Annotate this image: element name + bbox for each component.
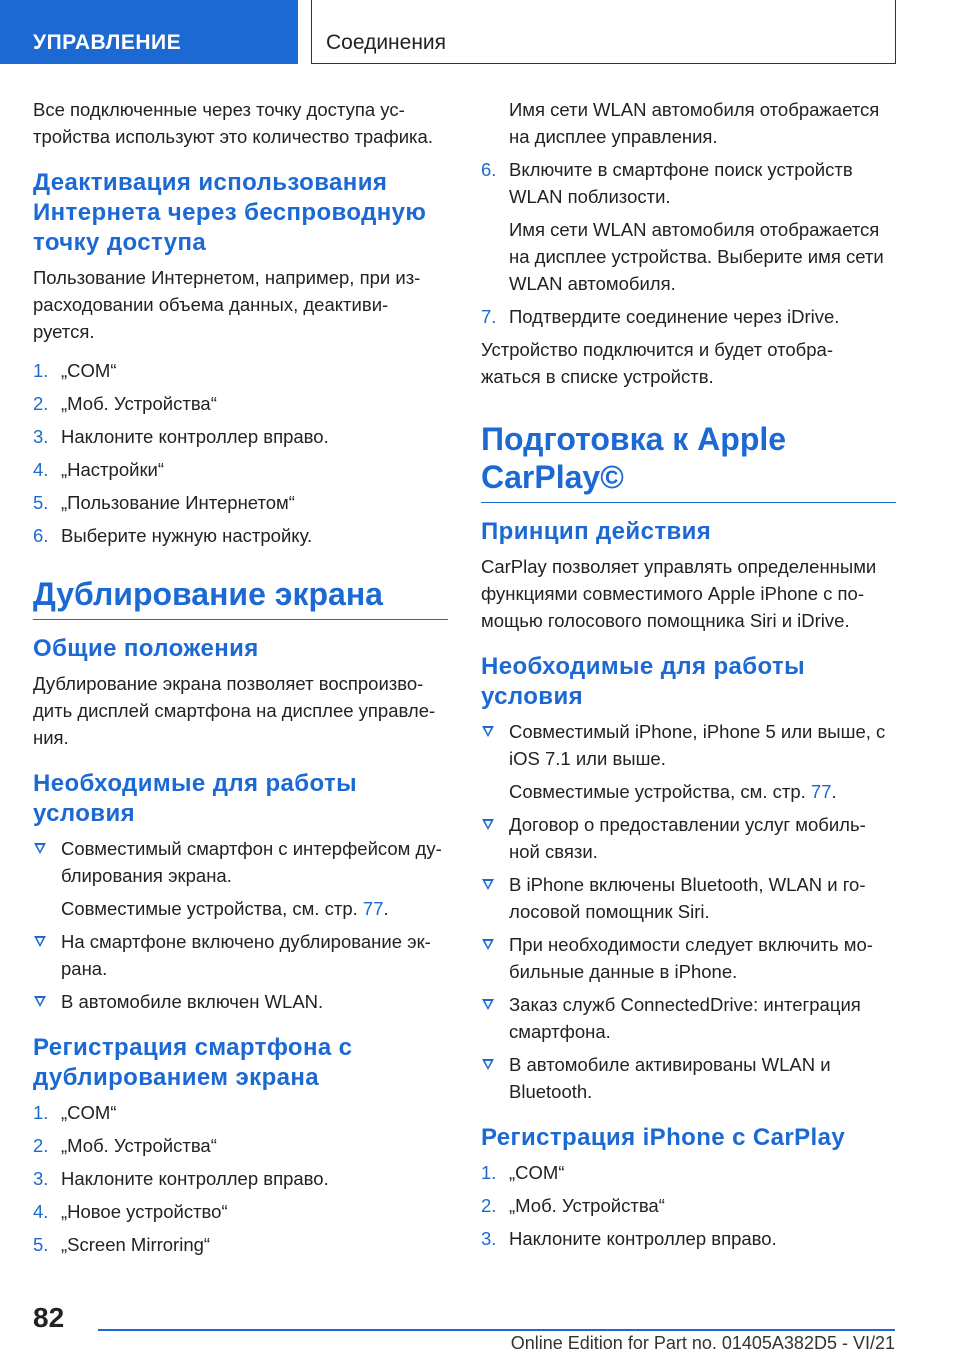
list-item: 6. Выберите нужную настройку. [33,525,313,546]
list-item: Совместимый iPhone, iPhone 5 или выше, с iOS 7.1 или выше. [481,718,896,772]
triangle-bullet-icon [482,999,494,1010]
left-column [33,96,448,1264]
register-steps [481,1159,896,1252]
list-item: 2. „Моб. Устройства“ [33,393,217,414]
list-item: 1. „COM“ [33,360,117,381]
triangle-bullet-icon [482,819,494,830]
list-item: 5. „Screen Mirroring“ [33,1234,211,1255]
list-item: 1. „COM“ [481,1162,565,1183]
principle-text: CarPlay позволяет управлять определенными функциями совместимого Apple iPhone с по- мощью голосового помощника Siri и iDrive. [481,556,877,631]
heading-principle: Принцип действия [481,518,712,545]
heading-carplay: Подготовка к Apple CarPlay© [481,420,896,503]
list-item: 4. „Настройки“ [33,459,165,480]
list-item: Совместимый смартфон с интерфейсом ду- блирования экрана. [33,835,448,889]
requirements-list [33,835,448,1015]
chapter-title: Соединения [311,0,896,64]
intro-text: Все подключенные через точку доступа ус- тройства используют это количество трафика. [33,99,433,147]
general-text: Дублирование экрана позволяет воспроизво- дить дисплей смартфона на дисплее управле- ния. [33,673,436,748]
list-item: Договор о предоставлении услуг мобиль- ной связи. [481,811,896,865]
page-number: 82 [33,1302,65,1333]
heading-deactivate: Деактивация использования Интернета через беспроводную точку доступа [33,169,427,256]
step-continuation: Имя сети WLAN автомобиля отображается на дисплее управления. [509,99,880,147]
page-link[interactable]: 77 [362,898,384,919]
triangle-bullet-icon [482,1059,494,1070]
compat-note: Совместимые устройства, см. стр. 77. [509,781,837,802]
section-tab[interactable]: УПРАВЛЕНИЕ [0,0,298,64]
heading-requirements: Необходимые для работы условия [33,770,358,827]
triangle-bullet-icon [34,936,46,947]
triangle-bullet-icon [34,843,46,854]
requirements-list [481,718,896,1105]
heading-general: Общие положения [33,635,259,662]
list-item: 2. „Моб. Устройства“ [481,1195,665,1216]
heading-mirroring: Дублирование экрана [33,575,448,620]
deactivate-steps [33,357,448,549]
register-steps [33,1099,448,1258]
list-item: 3. Наклоните контроллер вправо. [33,1168,329,1189]
deactivate-text: Пользование Интернетом, например, при из- расходовании объема данных, деактиви- руется. [33,267,421,342]
list-item: В iPhone включены Bluetooth, WLAN и го- лосовой помощник Siri. [481,871,896,925]
list-item: Заказ служб ConnectedDrive: интеграция смартфона. [481,991,896,1045]
list-item: 1. „COM“ [33,1102,117,1123]
continued-steps [481,156,896,330]
list-item: При необходимости следует включить мо- бильные данные в iPhone. [481,931,896,985]
page-link[interactable]: 77 [810,781,832,802]
triangle-bullet-icon [482,726,494,737]
heading-register: Регистрация iPhone с CarPlay [481,1124,846,1151]
list-item: 5. „Пользование Интернетом“ [33,492,295,513]
step-note: Имя сети WLAN автомобиля отображается на дисплее устройства. Выберите имя сети WLAN автомобиля. [509,219,884,294]
list-item: В автомобиле активированы WLAN и Bluetooth. [481,1051,896,1105]
list-item: На смартфоне включено дублирование эк- рана. [33,928,448,982]
after-text: Устройство подключится и будет отобра- жаться в списке устройств. [481,339,833,387]
list-item: В автомобиле включен WLAN. [33,988,448,1015]
footer-divider [98,1329,895,1331]
list-item: 6. Включите в смартфоне поиск устройств WLAN поблизости. [481,159,853,207]
triangle-bullet-icon [34,996,46,1007]
list-item: 2. „Моб. Устройства“ [33,1135,217,1156]
compat-note: Совместимые устройства, см. стр. 77. [61,898,389,919]
footer-edition: Online Edition for Part no. 01405A382D5 - VI/21 [510,1333,895,1353]
list-item: 7. Подтвердите соединение через iDrive. [481,306,840,327]
list-item: 3. Наклоните контроллер вправо. [33,426,329,447]
list-item: 4. „Новое устройство“ [33,1201,228,1222]
list-item: 3. Наклоните контроллер вправо. [481,1228,777,1249]
triangle-bullet-icon [482,939,494,950]
triangle-bullet-icon [482,879,494,890]
heading-register: Регистрация смартфона с дублированием экрана [33,1034,353,1091]
right-column [481,96,896,1258]
heading-requirements: Необходимые для работы условия [481,653,806,710]
